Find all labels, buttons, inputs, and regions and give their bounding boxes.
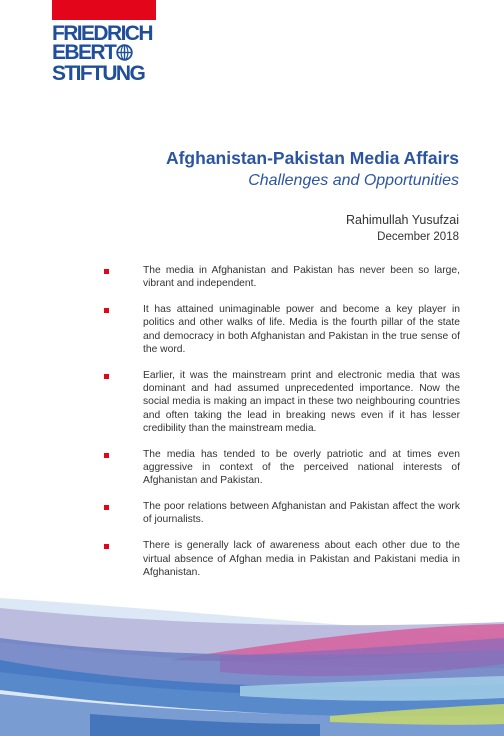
key-points-list [104,264,460,592]
bullet-text: It has attained unimaginable power and become a key player in politics and other walks of life. Media is the fourth pillar of the state and democracy in both Afghanistan and Pakistan in the true sense of the word. [143,304,460,355]
list-item [104,539,460,579]
logo-line-1: FRIEDRICH [52,22,152,45]
bullet-marker [104,453,109,458]
bullet-marker [104,374,109,379]
logo-line-3: STIFTUNG [52,62,145,85]
bullet-text: The media in Afghanistan and Pakistan has never been so large, vibrant and independent. [143,265,460,290]
bullet-text: Earlier, it was the mainstream print and electronic media that was dominant and had assumed unprecedented importance. Now the social media is making an impact in these two neighbouring countries and often taking the lead in breaking news even if it has lesser credibility than the mainstream media. [143,369,460,434]
bullet-marker [104,505,109,510]
list-item [104,303,460,356]
author-name: Rahimullah Yusufzai [345,213,459,227]
logo-line-2 [52,43,162,64]
list-item [104,264,460,291]
bullet-text: The poor relations between Afghanistan and Pakistan affect the work of journalists. [143,501,460,526]
document-subtitle: Challenges and Opportunities [248,172,459,189]
list-item [104,448,460,488]
fes-logo [52,24,162,83]
bullet-marker [104,308,109,313]
globe-icon [116,44,133,64]
bullet-text: The media has tended to be overly patriotic and at times even aggressive in context of the perceived national interests of Afghanistan and Pakistan. [143,448,460,487]
bullet-marker [104,269,109,274]
publication-date: December 2018 [377,231,459,243]
list-item [104,500,460,527]
logo-line-2-text: EBERT [52,41,116,64]
bullet-text: There is generally lack of awareness about each other due to the virtual absence of Afghan media in Pakistan and Pakistani media in Afghanistan. [143,540,460,578]
decorative-wave-bands [0,598,504,736]
bullet-marker [104,544,109,549]
red-accent-bar [52,0,156,20]
document-title: Afghanistan-Pakistan Media Affairs [165,148,459,168]
list-item [104,369,460,435]
